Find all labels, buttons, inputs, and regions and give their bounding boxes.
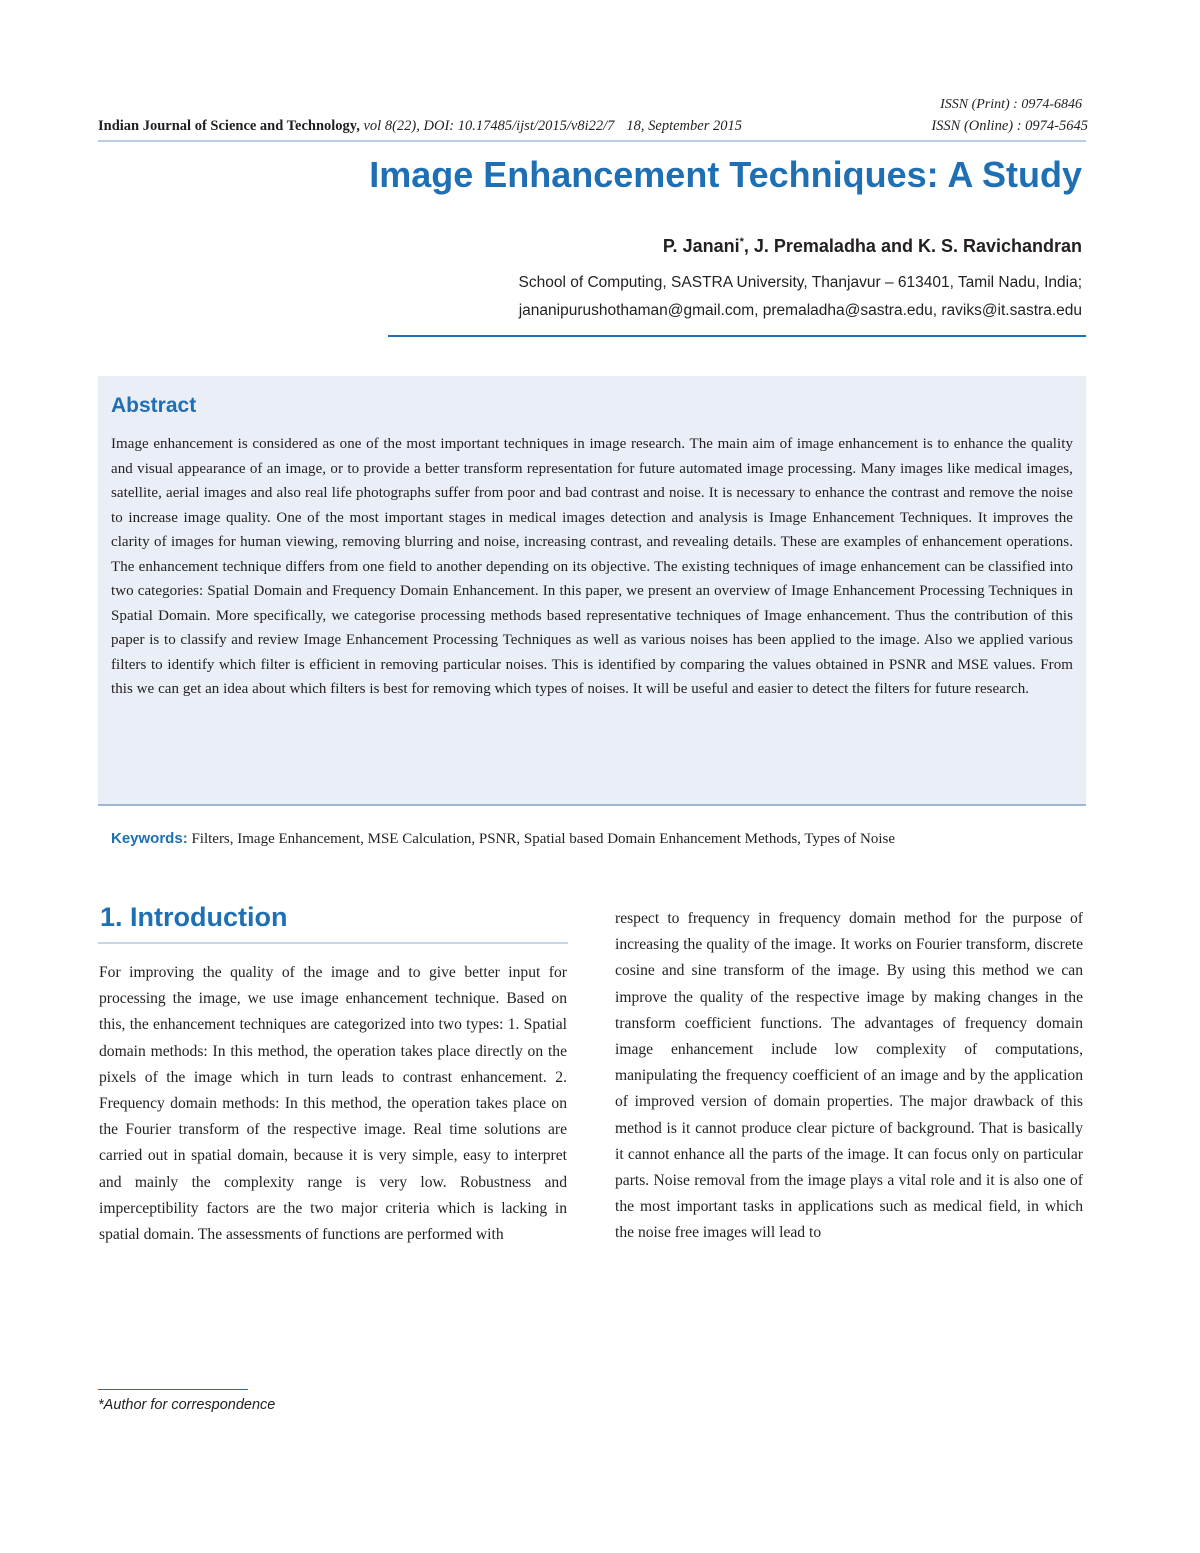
title-divider [388, 335, 1086, 337]
section-divider [98, 942, 568, 944]
footnote: *Author for correspondence [98, 1397, 276, 1413]
issn-print: ISSN (Print) : 0974-6846 [940, 97, 1082, 112]
abstract-heading: Abstract [111, 394, 197, 417]
journal-meta: vol 8(22), DOI: 10.17485/ijst/2015/v8i22/7 [359, 118, 615, 134]
abstract-text: Image enhancement is considered as one of the most important techniques in image research. The main aim of image enhancement is to enhance the quality and visual appearance of an image, or to provide a better transform representation for future automated image processing. Many images like medical images, satellite, aerial images and also real life photographs suffer from poor and bad contrast and noise. It is necessary to enhance the contrast and remove the noise to increase image quality. One of the most important stages in medical images detection and analysis is Image Enhancement Techniques. It improves the clarity of images for human viewing, removing blurring and noise, increasing contrast, and revealing details. These are examples of enhancement operations. The enhancement technique differs from one field to another depending on its objective. The existing techniques of image enhancement can be classified into two categories: Spatial Domain and Frequency Domain Enhancement. In this paper, we present an overview of Image Enhancement Processing Techniques in Spatial Domain. More specifically, we categorise processing methods based representative techniques of Image enhancement. Thus the contribution of this paper is to classify and review Image Enhancement Processing Techniques as well as various noises has been applied to the image. Also we applied various filters to identify which filter is efficient in removing particular noises. This is identified by comparing the values obtained in PSNR and MSE values. From this we can get an idea about which filters is best for removing which types of noises. It will be useful and easier to detect the filters for future research. [111, 436, 1073, 697]
author-list [663, 236, 1082, 257]
correspondence-mark: * [739, 236, 744, 248]
paper-title: Image Enhancement Techniques: A Study [369, 154, 1082, 195]
first-author: P. Janani [662, 236, 740, 256]
issn-online: ISSN (Online) : 0974-5645 [931, 118, 1088, 134]
publication-date: 18, September 2015 [626, 118, 742, 134]
section-heading-introduction: 1. Introduction [100, 902, 288, 932]
keywords-text: Filters, Image Enhancement, MSE Calculation, PSNR, Spatial based Domain Enhancement Methods, Types of Noise [187, 831, 895, 847]
header-divider [98, 140, 1086, 142]
author-emails: jananipurushothaman@gmail.com, premaladha@sastra.edu, raviks@it.sastra.edu [518, 302, 1082, 319]
footnote-divider [98, 1389, 248, 1390]
keywords-label: Keywords: [111, 830, 188, 847]
introduction-left-column: For improving the quality of the image and to give better input for processing the image, we use image enhancement technique. Based on this, the enhancement techniques are categorized into two types: 1. Spatial domain methods: In this method, the operation takes place directly on the pixels of the image which in turn leads to contrast enhancement. 2. Frequency domain methods: In this method, the operation takes place on the Fourier transform of the respective image. Real time solutions are carried out in spatial domain, because it is very simple, easy to interpret and mainly the complexity range is very low. Robustness and imperceptibility factors are the two major criteria which is lacking in spatial domain. The assessments of functions are performed with [99, 964, 567, 1244]
introduction-right-column: respect to frequency in frequency domain method for the purpose of increasing the quality of the image. It works on Fourier transform, discrete cosine and sine transform of the image. By using this method we can improve the quality of the respective image by making changes in the transform coefficient functions. The advantages of frequency domain image enhancement include low complexity of computations, manipulating the frequency coefficient of an image and by the application of improved version of domain properties. The major drawback of this method is it cannot produce clear picture of background. That is basically it cannot enhance all the parts of the image. It can focus only on particular parts. Noise removal from the image plays a vital role and it is also one of the most important tasks in applications such as medical field, in which the noise free images will lead to [615, 910, 1083, 1242]
journal-name: Indian Journal of Science and Technology, [98, 118, 360, 134]
other-authors: , J. Premaladha and K. S. Ravichandran [743, 236, 1082, 256]
keywords [111, 826, 1086, 852]
affiliation: School of Computing, SASTRA University, Thanjavur – 613401, Tamil Nadu, India; [518, 274, 1082, 291]
journal-header [98, 118, 1088, 135]
